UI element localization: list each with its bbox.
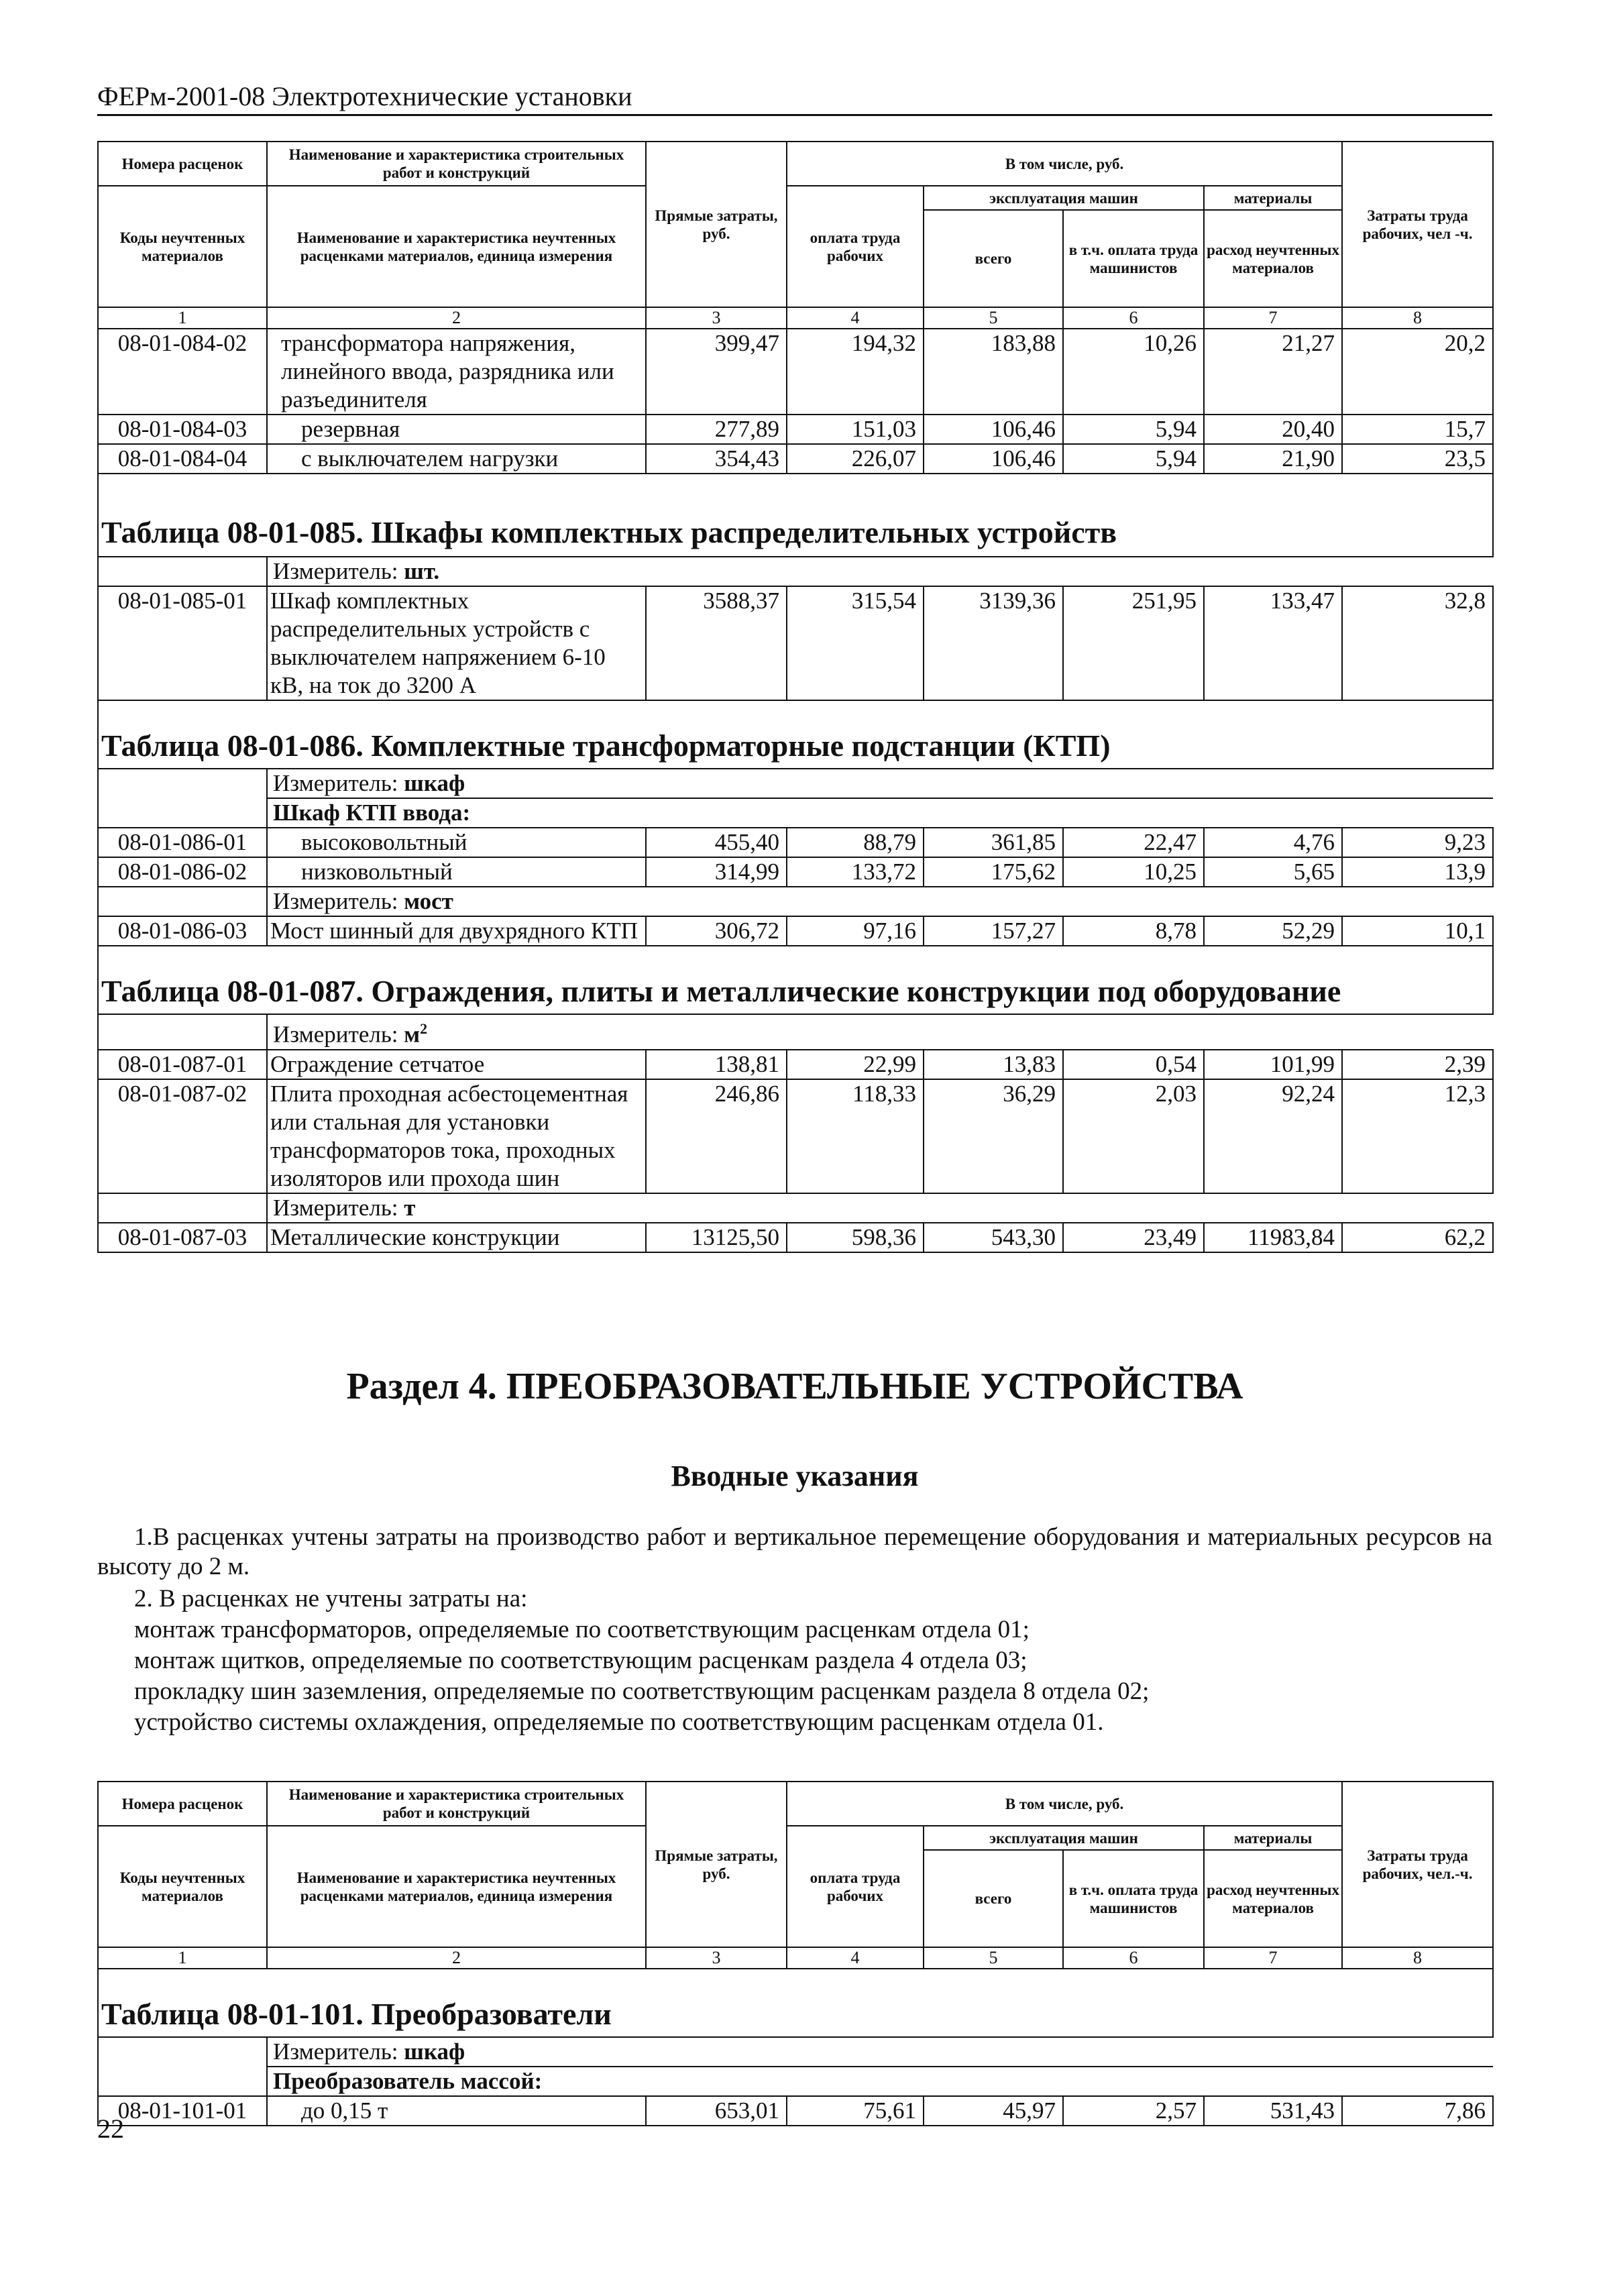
measure-unit: т — [404, 1194, 416, 1221]
cell-labor: 23,5 — [1342, 444, 1493, 474]
intro-item: монтаж трансформаторов, определяемые по соответствующим расценкам отдела 01; — [134, 1616, 1030, 1643]
cell-direct: 455,40 — [646, 828, 787, 857]
rate-name: Плита проходная асбестоцементная или стальная для установки трансформаторов тока, проходных изоляторов или прохода шин — [267, 1079, 646, 1193]
cell-pay: 151,03 — [787, 415, 924, 444]
cell-machinists: 5,94 — [1063, 415, 1204, 444]
intro-title: Вводные указания — [671, 1460, 919, 1492]
head-machinists: в т.ч. оплата труда машинистов — [1063, 1850, 1204, 1947]
blank-cell — [98, 2067, 267, 2096]
cell-materials: 133,47 — [1204, 586, 1342, 700]
table-086-title: Таблица 08-01-086. Комплектные трансформаторные подстанции (КТП) — [98, 700, 1493, 769]
rate-name: с выключателем нагрузки — [267, 444, 646, 474]
table-row — [98, 916, 1493, 946]
measure-087 — [267, 1014, 1493, 1050]
cell-pay: 598,36 — [787, 1223, 924, 1252]
measure-row — [98, 1014, 1493, 1050]
table-row — [98, 329, 1493, 415]
cell-labor: 15,7 — [1342, 415, 1493, 444]
cell-pay: 133,72 — [787, 857, 924, 887]
rate-name: Ограждение сетчатое — [267, 1050, 646, 1079]
head-codes: Номера расценок — [98, 1782, 267, 1826]
head-labor: Затраты труда рабочих, чел -ч. — [1342, 142, 1493, 307]
cell-materials: 21,27 — [1204, 329, 1342, 415]
cell-materials: 20,40 — [1204, 415, 1342, 444]
col-num: 2 — [267, 1947, 646, 1969]
cell-machinists: 2,03 — [1063, 1079, 1204, 1193]
table-085-title: Таблица 08-01-085. Шкафы комплектных распределительных устройств — [98, 474, 1493, 557]
cell-machinists: 23,49 — [1063, 1223, 1204, 1252]
table-row — [98, 586, 1493, 700]
rate-code: 08-01-086-03 — [98, 916, 267, 946]
table-row — [98, 1223, 1493, 1252]
blank-cell — [98, 1193, 267, 1223]
table-head-row — [98, 142, 1493, 186]
col-num: 5 — [924, 1947, 1063, 1969]
cell-machines: 175,62 — [924, 857, 1063, 887]
table-title-row — [98, 946, 1493, 1014]
rate-name: до 0,15 т — [267, 2096, 646, 2126]
cell-direct: 354,43 — [646, 444, 787, 474]
table-head-row — [98, 1826, 1493, 1850]
rate-code: 08-01-084-04 — [98, 444, 267, 474]
head-material-names: Наименование и характеристика неучтенных расценками материалов, единица измерения — [267, 1826, 646, 1947]
intro-paragraph-2: 2. В расценках не учтены затраты на: — [134, 1585, 528, 1612]
subheader-086: Шкаф КТП ввода: — [267, 798, 1493, 828]
cell-materials: 531,43 — [1204, 2096, 1342, 2126]
cell-machines: 106,46 — [924, 415, 1063, 444]
table-101-title: Таблица 08-01-101. Преобразователи — [98, 1969, 1493, 2037]
col-num: 3 — [646, 307, 787, 329]
rate-name: Мост шинный для двухрядного КТП — [267, 916, 646, 946]
col-num: 7 — [1204, 307, 1342, 329]
section-title: Раздел 4. ПРЕОБРАЗОВАТЕЛЬНЫЕ УСТРОЙСТВА — [346, 1366, 1243, 1407]
col-num: 6 — [1063, 307, 1204, 329]
measure-label: Измеритель: — [273, 888, 404, 914]
table-row — [98, 1079, 1493, 1193]
subheader-row — [98, 2067, 1493, 2096]
cell-direct: 314,99 — [646, 857, 787, 887]
head-materials-use: расход неучтенных материалов — [1204, 210, 1342, 307]
col-num: 8 — [1342, 307, 1493, 329]
blank-cell — [98, 769, 267, 798]
cell-machinists: 5,94 — [1063, 444, 1204, 474]
cell-pay: 194,32 — [787, 329, 924, 415]
head-labor: Затраты труда рабочих, чел.-ч. — [1342, 1782, 1493, 1947]
rate-name: Металлические конструкции — [267, 1223, 646, 1252]
blank-cell — [98, 1014, 267, 1050]
table-row — [98, 1050, 1493, 1079]
cell-direct: 277,89 — [646, 415, 787, 444]
cell-direct: 653,01 — [646, 2096, 787, 2126]
cell-materials: 5,65 — [1204, 857, 1342, 887]
cell-materials: 21,90 — [1204, 444, 1342, 474]
rates-table-top — [97, 141, 1494, 1253]
head-material-names: Наименование и характеристика неучтенных расценками материалов, единица измерения — [267, 186, 646, 307]
cell-direct: 3588,37 — [646, 586, 787, 700]
head-codes: Номера расценок — [98, 142, 267, 186]
cell-pay: 97,16 — [787, 916, 924, 946]
cell-labor: 62,2 — [1342, 1223, 1493, 1252]
cell-pay: 118,33 — [787, 1079, 924, 1193]
intro-item: устройство системы охлаждения, определяемые по соответствующим расценкам отдела 01. — [134, 1708, 1104, 1736]
column-numbers-row — [98, 1947, 1493, 1969]
cell-machines: 3139,36 — [924, 586, 1063, 700]
head-including: В том числе, руб. — [787, 1782, 1342, 1826]
table-title-row — [98, 700, 1493, 769]
cell-machines: 36,29 — [924, 1079, 1063, 1193]
table-row — [98, 415, 1493, 444]
head-machinists: в т.ч. оплата труда машинистов — [1063, 210, 1204, 307]
running-header: ФЕРм-2001-08 Электротехнические установки — [97, 82, 1492, 116]
intro-item: прокладку шин заземления, определяемые по соответствующим расценкам раздела 8 отдела 02; — [134, 1678, 1150, 1705]
rate-code: 08-01-085-01 — [98, 586, 267, 700]
head-materials: материалы — [1204, 1826, 1342, 1850]
col-num: 8 — [1342, 1947, 1493, 1969]
col-num: 7 — [1204, 1947, 1342, 1969]
table-title-row — [98, 1969, 1493, 2037]
rate-code: 08-01-084-02 — [98, 329, 267, 415]
head-direct-costs: Прямые затраты, руб. — [646, 1782, 787, 1947]
cell-materials: 4,76 — [1204, 828, 1342, 857]
measure-unit: шкаф — [404, 770, 465, 796]
rates-table-bottom — [97, 1781, 1494, 2126]
cell-machines: 183,88 — [924, 329, 1063, 415]
cell-direct: 246,86 — [646, 1079, 787, 1193]
cell-materials: 92,24 — [1204, 1079, 1342, 1193]
cell-machinists: 8,78 — [1063, 916, 1204, 946]
measure-unit: м — [404, 1021, 421, 1048]
measure-087-2 — [267, 1193, 1493, 1223]
col-num: 1 — [98, 307, 267, 329]
head-machines: эксплуатация машин — [924, 186, 1204, 210]
rate-code: 08-01-086-02 — [98, 857, 267, 887]
subheader-101: Преобразователь массой: — [267, 2067, 1493, 2096]
cell-labor: 7,86 — [1342, 2096, 1493, 2126]
subheader-row — [98, 798, 1493, 828]
column-numbers-row — [98, 307, 1493, 329]
cell-machinists: 22,47 — [1063, 828, 1204, 857]
rate-code: 08-01-087-02 — [98, 1079, 267, 1193]
cell-machinists: 10,26 — [1063, 329, 1204, 415]
cell-pay: 22,99 — [787, 1050, 924, 1079]
measure-row — [98, 2037, 1493, 2067]
head-name: Наименование и характеристика строительных работ и конструкций — [267, 1782, 646, 1826]
measure-label: Измеритель: — [273, 558, 404, 584]
rate-name: Шкаф комплектных распределительных устройств с выключателем напряжением 6-10 кВ, на ток до 3200 А — [267, 586, 646, 700]
cell-machines: 13,83 — [924, 1050, 1063, 1079]
rate-name: низковольтный — [267, 857, 646, 887]
intro-paragraph-1: 1.В расценках учтены затраты на производство работ и вертикальное перемещение оборудования и материальных ресурсов на высоту до 2 м. — [97, 1523, 1492, 1580]
cell-machinists: 10,25 — [1063, 857, 1204, 887]
measure-086-2 — [267, 887, 1493, 916]
cell-labor: 9,23 — [1342, 828, 1493, 857]
table-head-row — [98, 186, 1493, 210]
head-machines: эксплуатация машин — [924, 1826, 1204, 1850]
head-pay: оплата труда рабочих — [787, 1826, 924, 1947]
cell-machinists: 0,54 — [1063, 1050, 1204, 1079]
table-row — [98, 828, 1493, 857]
cell-machinists: 251,95 — [1063, 586, 1204, 700]
cell-labor: 2,39 — [1342, 1050, 1493, 1079]
rate-code: 08-01-086-01 — [98, 828, 267, 857]
measure-unit: мост — [404, 888, 453, 914]
measure-label: Измеритель: — [273, 1194, 404, 1221]
measure-row — [98, 887, 1493, 916]
measure-label: Измеритель: — [273, 770, 404, 796]
cell-labor: 12,3 — [1342, 1079, 1493, 1193]
blank-cell — [98, 798, 267, 828]
rate-code: 08-01-084-03 — [98, 415, 267, 444]
col-num: 6 — [1063, 1947, 1204, 1969]
cell-pay: 315,54 — [787, 586, 924, 700]
measure-row — [98, 1193, 1493, 1223]
col-num: 1 — [98, 1947, 267, 1969]
rate-name: высоковольтный — [267, 828, 646, 857]
col-num: 3 — [646, 1947, 787, 1969]
col-num: 5 — [924, 307, 1063, 329]
measure-unit: шкаф — [404, 2038, 465, 2065]
measure-101 — [267, 2037, 1493, 2067]
measure-label: Измеритель: — [273, 2038, 404, 2065]
measure-086 — [267, 769, 1493, 798]
cell-labor: 13,9 — [1342, 857, 1493, 887]
rate-name: трансформатора напряжения, линейного ввода, разрядника или разъединителя — [267, 329, 646, 415]
cell-materials: 11983,84 — [1204, 1223, 1342, 1252]
col-num: 2 — [267, 307, 646, 329]
cell-machines: 157,27 — [924, 916, 1063, 946]
rate-name: резервная — [267, 415, 646, 444]
cell-direct: 306,72 — [646, 916, 787, 946]
head-total: всего — [924, 1850, 1063, 1947]
cell-materials: 52,29 — [1204, 916, 1342, 946]
cell-direct: 138,81 — [646, 1050, 787, 1079]
measure-row — [98, 557, 1493, 586]
col-num: 4 — [787, 307, 924, 329]
head-total: всего — [924, 210, 1063, 307]
head-materials: материалы — [1204, 186, 1342, 210]
head-including: В том числе, руб. — [787, 142, 1342, 186]
head-materials-use: расход неучтенных материалов — [1204, 1850, 1342, 1947]
cell-pay: 226,07 — [787, 444, 924, 474]
cell-labor: 32,8 — [1342, 586, 1493, 700]
table-row — [98, 2096, 1493, 2126]
cell-machinists: 2,57 — [1063, 2096, 1204, 2126]
cell-direct: 399,47 — [646, 329, 787, 415]
measure-unit-superscript: 2 — [420, 1020, 428, 1037]
measure-085 — [267, 557, 1493, 586]
table-row — [98, 857, 1493, 887]
table-head-row — [98, 1782, 1493, 1826]
cell-pay: 88,79 — [787, 828, 924, 857]
head-material-codes: Коды неучтенных материалов — [98, 1826, 267, 1947]
head-name: Наименование и характеристика строительных работ и конструкций — [267, 142, 646, 186]
cell-labor: 10,1 — [1342, 916, 1493, 946]
blank-cell — [98, 557, 267, 586]
cell-machines: 106,46 — [924, 444, 1063, 474]
cell-materials: 101,99 — [1204, 1050, 1342, 1079]
cell-machines: 361,85 — [924, 828, 1063, 857]
cell-machines: 45,97 — [924, 2096, 1063, 2126]
page-number: 22 — [97, 2114, 124, 2144]
cell-labor: 20,2 — [1342, 329, 1493, 415]
measure-row — [98, 769, 1493, 798]
head-pay: оплата труда рабочих — [787, 186, 924, 307]
col-num: 4 — [787, 1947, 924, 1969]
rate-code: 08-01-087-01 — [98, 1050, 267, 1079]
cell-pay: 75,61 — [787, 2096, 924, 2126]
cell-direct: 13125,50 — [646, 1223, 787, 1252]
rate-code: 08-01-087-03 — [98, 1223, 267, 1252]
measure-label: Измеритель: — [273, 1021, 404, 1048]
table-row — [98, 444, 1493, 474]
intro-item: монтаж щитков, определяемые по соответствующим расценкам раздела 4 отдела 03; — [134, 1647, 1028, 1674]
table-title-row — [98, 474, 1493, 557]
rate-code: 08-01-101-01 — [98, 2096, 267, 2126]
blank-cell — [98, 2037, 267, 2067]
table-087-title: Таблица 08-01-087. Ограждения, плиты и металлические конструкции под оборудование — [98, 946, 1493, 1014]
cell-machines: 543,30 — [924, 1223, 1063, 1252]
blank-cell — [98, 887, 267, 916]
measure-unit: шт. — [404, 558, 440, 584]
head-direct-costs: Прямые затраты, руб. — [646, 142, 787, 307]
head-material-codes: Коды неучтенных материалов — [98, 186, 267, 307]
